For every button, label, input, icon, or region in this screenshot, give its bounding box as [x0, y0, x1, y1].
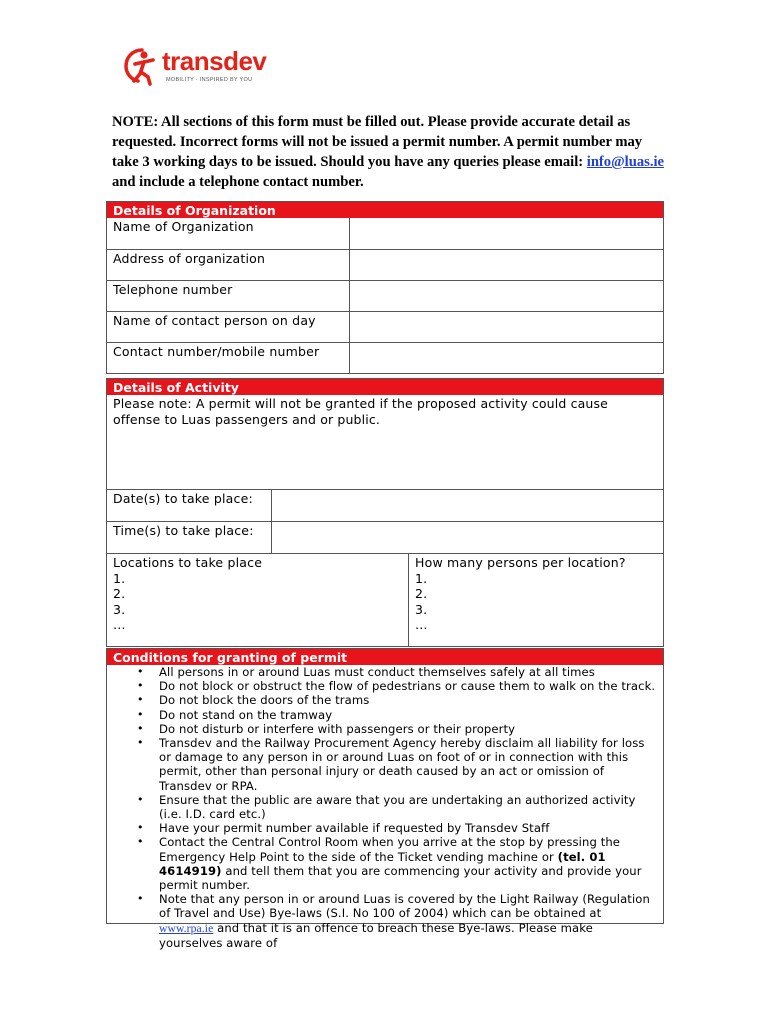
activity-note: Please note: A permit will not be granted if the proposed activity could cause offense to Luas passengers and or public.	[113, 396, 608, 427]
control-room-text-end: and tell them that you are commencing your activity and provide your permit number.	[159, 863, 642, 893]
persons-label: How many persons per location?	[415, 555, 626, 570]
contact-person-field[interactable]	[350, 312, 663, 342]
dates-label: Date(s) to take place:	[107, 490, 272, 521]
locations-field[interactable]	[107, 554, 409, 646]
locations-row	[107, 553, 663, 646]
control-room-phone: (tel. 01 4614919)	[159, 849, 606, 878]
list-item: • Ensure that the public are aware that you are undertaking an authorized activity (i.e. I.D. card etc.)	[159, 793, 657, 821]
organization-section	[106, 201, 664, 374]
list-item: • All persons in or around Luas must conduct themselves safely at all times	[159, 665, 657, 679]
persons-field[interactable]	[409, 554, 663, 646]
control-room-text: Contact the Central Control Room when you arrive at the stop by pressing the Emergency Help Point to the side of the Ticket vending machine or	[159, 835, 621, 864]
byelaws-text-end: and that it is an offence to breach these Bye-laws. Please make yourselves aware of	[159, 920, 593, 950]
rpa-link[interactable]: www.rpa.ie	[159, 921, 214, 935]
list-item: • Do not block the doors of the trams	[159, 693, 657, 707]
locations-label: Locations to take place	[113, 555, 263, 570]
form-note	[112, 112, 672, 192]
table-row	[107, 218, 663, 249]
organization-heading: Details of Organization	[107, 202, 663, 218]
list-item: 2.	[415, 586, 428, 601]
conditions-heading: Conditions for granting of permit	[107, 649, 663, 665]
dates-field[interactable]	[272, 490, 663, 521]
organization-address-label: Address of organization	[107, 250, 350, 280]
table-row	[107, 342, 663, 373]
organization-address-field[interactable]	[350, 250, 663, 280]
list-item	[159, 892, 657, 950]
organization-name-label: Name of Organization	[107, 218, 350, 249]
table-row	[107, 489, 663, 521]
list-item: • Do not stand on the tramway	[159, 708, 657, 722]
list-item: 2.	[113, 586, 126, 601]
times-label: Time(s) to take place:	[107, 522, 272, 553]
list-item	[159, 835, 657, 892]
list-item: 1.	[415, 570, 428, 586]
email-link[interactable]: info@luas.ie	[586, 154, 664, 170]
note-text: NOTE: All sections of this form must be filled out. Please provide accurate detail as requested. Incorrect forms will not be issued a permit number. A permit number may take 3 working days to be issued. Should you have any queries please email:	[112, 114, 643, 170]
list-item: 3.	[113, 601, 126, 617]
note-text-end: and include a telephone contact number.	[112, 174, 364, 190]
activity-heading: Details of Activity	[107, 379, 663, 395]
table-row	[107, 280, 663, 311]
times-field[interactable]	[272, 522, 663, 553]
list-item: • Do not block or obstruct the flow of pedestrians or cause them to walk on the track.	[159, 679, 657, 693]
list-item: • Do not disturb or interfere with passengers or their property	[159, 722, 657, 736]
conditions-list	[107, 665, 663, 950]
conditions-section	[106, 648, 664, 950]
table-row	[107, 249, 663, 280]
list-item: …	[415, 617, 428, 632]
logo-tagline: MOBILITY · INSPIRED BY YOU	[166, 77, 253, 83]
organization-name-field[interactable]	[350, 218, 663, 249]
transdev-figure-icon	[122, 44, 162, 88]
telephone-field[interactable]	[350, 281, 663, 311]
activity-section	[106, 378, 664, 647]
telephone-label: Telephone number	[107, 281, 350, 311]
list-item: • Have your permit number available if requested by Transdev Staff	[159, 821, 657, 835]
list-item: • Transdev and the Railway Procurement Agency hereby disclaim all liability for loss or damage to any person in or around Luas on foot of or in connection with this permit, other than personal injury or death caused by an act or omission of Transdev or RPA.	[159, 736, 657, 793]
byelaws-text: Note that any person in or around Luas is covered by the Light Railway (Regulation of Travel and Use) Bye-laws (S.I. No 100 of 2004) which can be obtained at	[159, 892, 650, 921]
list-item: 3.	[415, 601, 428, 617]
list-item: 1.	[113, 570, 126, 586]
contact-person-label: Name of contact person on day	[107, 312, 350, 342]
list-item: …	[113, 617, 126, 632]
table-row	[107, 521, 663, 553]
logo-wordmark: transdev	[162, 46, 267, 76]
table-row	[107, 311, 663, 342]
contact-number-field[interactable]	[350, 343, 663, 373]
contact-number-label: Contact number/mobile number	[107, 343, 350, 373]
transdev-logo	[122, 44, 272, 90]
